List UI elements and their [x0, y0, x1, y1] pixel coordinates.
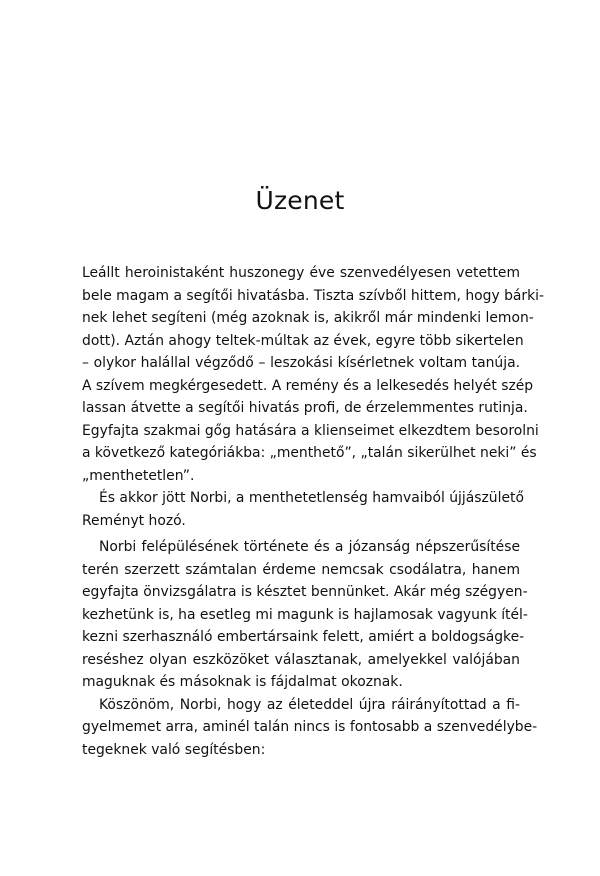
text-line: Leállt heroinistaként huszonegy éve szenvedélyesen vetettem: [82, 265, 520, 281]
text-line: Norbi felépülésének története és a józanság népszerűsítése: [99, 539, 520, 555]
paragraph-4: [82, 694, 538, 762]
text-line: A szívem megkérgesedett. A remény és a lelkesedés helyét szép: [82, 377, 534, 394]
text-line: – olykor halállal végződő – leszokási kísérletnek voltam tanúja.: [82, 355, 520, 371]
text-line: gyelmemet arra, aminél talán nincs is fontosabb a szenvedélybe-: [82, 719, 538, 735]
text-line: kezni szerhasználó embertársaink felett, amiért a boldogságke-: [82, 629, 525, 645]
text-line: tegeknek való segítésben:: [82, 741, 266, 758]
text-line: „menthetetlen”.: [82, 467, 195, 484]
text-line: dott). Aztán ahogy teltek-múltak az évek, egyre több sikertelen: [82, 332, 524, 349]
text-line: És akkor jött Norbi, a menthetetlenség hamvaiból újjászülető: [99, 490, 524, 506]
text-line: nek lehet segíteni (még azoknak is, akikről már mindenki lemon-: [82, 310, 534, 326]
text-line: lassan átvette a segítői hivatás profi, de érzelemmentes rutinja.: [82, 400, 528, 416]
text-line: terén szerzett számtalan érdeme nemcsak csodálatra, hanem: [82, 561, 520, 578]
text-line: egyfajta önvizsgálatra is késztet bennünket. Akár még szégyen-: [82, 584, 528, 600]
text-line: Egyfajta szakmai gőg hatására a klienseimet elkezdtem besorolni: [82, 422, 539, 439]
chapter-title: Üzenet: [255, 186, 345, 215]
text-line: Reményt hozó.: [82, 512, 186, 529]
text-line: Köszönöm, Norbi, hogy az életeddel újra ráirányítottad a fi-: [99, 696, 520, 713]
text-line: a következő kategóriákba: „menthető”, „talán sikerülhet neki” és: [82, 445, 537, 461]
paragraph-2: [82, 487, 524, 532]
paragraph-1: [82, 262, 545, 487]
body-text: [82, 262, 545, 761]
text-line: reséshez olyan eszközöket választanak, amelyekkel valójában: [82, 651, 520, 668]
text-line: maguknak és másoknak is fájdalmat okoznak.: [82, 674, 403, 690]
text-line: kezhetünk is, ha esetleg mi magunk is hajlamosak vagyunk ítél-: [82, 606, 528, 623]
paragraph-3: [82, 536, 528, 694]
text-line: bele magam a segítői hivatásba. Tiszta szívből hittem, hogy bárki-: [82, 287, 545, 304]
